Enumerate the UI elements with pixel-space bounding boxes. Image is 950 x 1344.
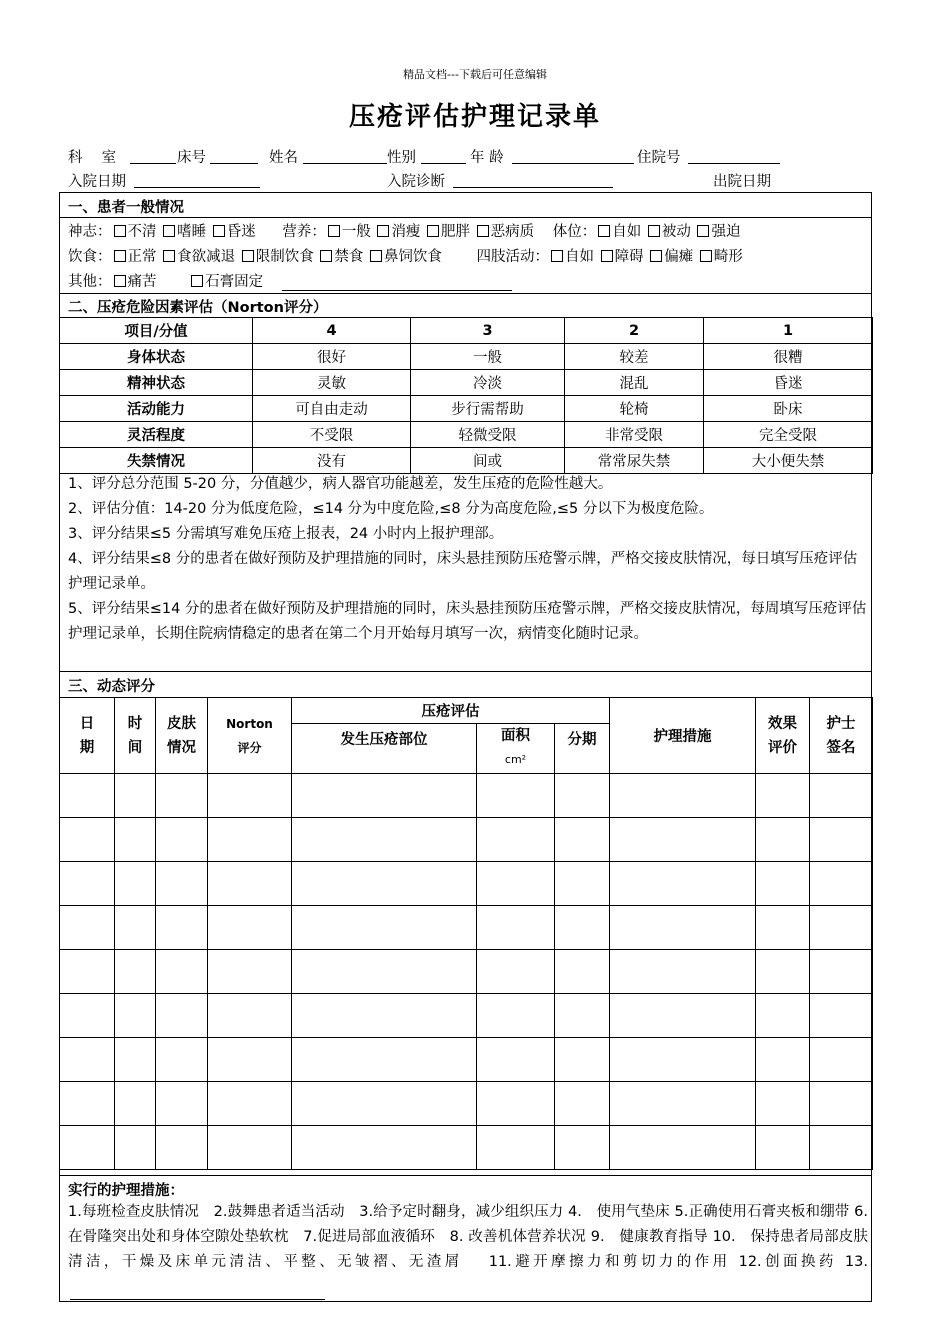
table-cell: 大小便失禁 [704, 448, 873, 474]
checkbox-icon[interactable] [551, 250, 563, 262]
table-cell: 很糟 [704, 344, 873, 370]
option-label: 畸形 [713, 249, 743, 265]
entry-cell[interactable] [292, 906, 477, 950]
table-row [60, 906, 873, 950]
entry-cell[interactable] [60, 994, 115, 1038]
header-row-1 [68, 146, 868, 168]
option-label: 嗜睡 [177, 224, 207, 240]
admission-no-label: 住院号 [637, 150, 681, 166]
option-label: 消瘦 [391, 224, 421, 240]
option-label: 自如 [565, 249, 595, 265]
section1-title: 一、患者一般情况 [68, 200, 184, 216]
row-label: 身体状态 [60, 344, 253, 370]
entry-cell[interactable] [60, 950, 115, 994]
checkbox-icon[interactable] [427, 225, 439, 237]
table-row [60, 862, 873, 906]
entry-cell[interactable] [756, 774, 810, 818]
entry-cell[interactable] [756, 862, 810, 906]
table-row [60, 1126, 873, 1170]
option-label: 偏瘫 [664, 249, 694, 265]
measure-13-field[interactable] [70, 1282, 325, 1300]
norton-header-row [60, 318, 873, 344]
entry-cell[interactable] [555, 818, 610, 862]
entry-cell[interactable] [756, 994, 810, 1038]
other-field[interactable] [282, 273, 512, 291]
age-field[interactable] [512, 146, 634, 164]
entry-cell[interactable] [477, 774, 555, 818]
table-row [60, 818, 873, 862]
entry-cell[interactable] [60, 818, 115, 862]
row-label: 活动能力 [60, 396, 253, 422]
entry-cell[interactable] [208, 774, 292, 818]
entry-cell[interactable] [60, 906, 115, 950]
divider [59, 671, 872, 672]
name-field[interactable] [303, 146, 387, 164]
note-item: 3、评分结果≤5 分需填写难免压疮上报表，24 小时内上报护理部。 [68, 526, 504, 542]
entry-cell[interactable] [208, 906, 292, 950]
consciousness-label: 神志： [68, 224, 112, 240]
table-cell: 步行需帮助 [411, 396, 565, 422]
bed-label: 床号 [177, 150, 206, 166]
option-label: 被动 [661, 224, 691, 240]
age-label: 年 龄 [470, 150, 504, 166]
entry-cell[interactable] [156, 1038, 208, 1082]
sex-label: 性别 [387, 150, 416, 166]
dynamic-score-table [59, 697, 873, 1170]
table-cell: 较差 [565, 344, 704, 370]
table-row [60, 994, 873, 1038]
entry-cell[interactable] [292, 774, 477, 818]
header-row-2 [68, 170, 868, 192]
area-header: 面积 cm² [477, 724, 555, 774]
page-title: 压疮评估护理记录单 [348, 102, 601, 132]
entry-cell[interactable] [810, 994, 873, 1038]
entry-cell[interactable] [115, 994, 156, 1038]
entry-cell[interactable] [810, 774, 873, 818]
option-label: 正常 [127, 249, 157, 265]
entry-cell[interactable] [810, 906, 873, 950]
entry-cell[interactable] [60, 1126, 115, 1170]
entry-cell[interactable] [555, 906, 610, 950]
entry-cell[interactable] [60, 862, 115, 906]
entry-cell[interactable] [208, 950, 292, 994]
option-label: 食欲减退 [177, 249, 236, 265]
diet-line [68, 245, 743, 266]
entry-cell[interactable] [477, 1038, 555, 1082]
checkbox-icon[interactable] [598, 225, 610, 237]
entry-cell[interactable] [477, 994, 555, 1038]
option-label: 自如 [612, 224, 642, 240]
entry-cell[interactable] [115, 818, 156, 862]
checkbox-icon[interactable] [163, 225, 175, 237]
entry-cell[interactable] [292, 1126, 477, 1170]
name-label: 姓名 [269, 150, 298, 166]
table-cell: 灵敏 [253, 370, 411, 396]
option-label: 一般 [341, 224, 371, 240]
entry-cell[interactable] [555, 862, 610, 906]
entry-cell[interactable] [208, 862, 292, 906]
checkbox-icon[interactable] [697, 225, 709, 237]
table-row [60, 370, 873, 396]
header-cell: 1 [704, 318, 873, 344]
entry-cell[interactable] [477, 906, 555, 950]
entry-cell[interactable] [115, 1126, 156, 1170]
checkbox-icon[interactable] [242, 250, 254, 262]
header-cell: 3 [411, 318, 565, 344]
entry-cell[interactable] [156, 1082, 208, 1126]
measures-text [68, 1200, 868, 1300]
table-cell: 轻微受限 [411, 422, 565, 448]
table-cell: 很好 [253, 344, 411, 370]
row-label: 灵活程度 [60, 422, 253, 448]
entry-cell[interactable] [810, 1082, 873, 1126]
checkbox-icon[interactable] [163, 250, 175, 262]
table-row [60, 448, 873, 474]
entry-cell[interactable] [756, 818, 810, 862]
table-cell: 轮椅 [565, 396, 704, 422]
table-cell: 冷淡 [411, 370, 565, 396]
entry-cell[interactable] [810, 1038, 873, 1082]
entry-cell[interactable] [555, 774, 610, 818]
entry-cell[interactable] [756, 1038, 810, 1082]
nurse-sign-header: 护士签名 [810, 698, 873, 774]
nutrition-label: 营养： [282, 224, 326, 240]
top-note: 精品文档---下载后可任意编辑 [403, 68, 547, 81]
checkbox-icon[interactable] [328, 225, 340, 237]
entry-cell[interactable] [555, 1038, 610, 1082]
entry-cell[interactable] [115, 1038, 156, 1082]
table-row [60, 422, 873, 448]
entry-cell[interactable] [292, 950, 477, 994]
entry-cell[interactable] [60, 1038, 115, 1082]
entry-cell[interactable] [208, 1126, 292, 1170]
option-label: 禁食 [334, 249, 364, 265]
table-cell: 不受限 [253, 422, 411, 448]
bed-field[interactable] [210, 146, 258, 164]
sex-field[interactable] [421, 146, 466, 164]
entry-cell[interactable] [115, 906, 156, 950]
entry-cell[interactable] [756, 1126, 810, 1170]
skin-header: 皮肤情况 [156, 698, 208, 774]
time-header: 时间 [115, 698, 156, 774]
entry-cell[interactable] [477, 1126, 555, 1170]
entry-cell[interactable] [208, 818, 292, 862]
entry-cell[interactable] [156, 994, 208, 1038]
entry-cell[interactable] [156, 906, 208, 950]
table-cell: 常常尿失禁 [565, 448, 704, 474]
entry-cell[interactable] [477, 950, 555, 994]
limbs-label: 四肢活动： [476, 249, 550, 265]
norton-notes [68, 472, 868, 647]
row-label: 失禁情况 [60, 448, 253, 474]
entry-cell[interactable] [156, 818, 208, 862]
checkbox-icon[interactable] [650, 250, 662, 262]
table-row [60, 1082, 873, 1126]
entry-cell[interactable] [610, 774, 756, 818]
measures-title: 实行的护理措施： [68, 1183, 184, 1199]
divider [59, 217, 872, 218]
table-row [60, 1038, 873, 1082]
note-item: 1、评分总分范围 5-20 分，分值越少，病人器官功能越差，发生压疮的危险性越大。 [68, 476, 613, 492]
entry-cell[interactable] [610, 1082, 756, 1126]
entry-cell[interactable] [477, 818, 555, 862]
checkbox-icon[interactable] [700, 250, 712, 262]
entry-cell[interactable] [208, 1082, 292, 1126]
diet-label: 饮食： [68, 249, 112, 265]
other-line [68, 270, 512, 291]
option-label: 石膏固定 [205, 274, 264, 290]
entry-cell[interactable] [208, 1038, 292, 1082]
checkbox-icon[interactable] [114, 250, 126, 262]
table-row [60, 774, 873, 818]
entry-cell[interactable] [292, 818, 477, 862]
row-label: 精神状态 [60, 370, 253, 396]
site-header: 发生压疮部位 [292, 724, 477, 774]
entry-cell[interactable] [610, 1126, 756, 1170]
other-label: 其他： [68, 274, 112, 290]
option-label: 痛苦 [127, 274, 157, 290]
option-label: 鼻饲饮食 [383, 249, 442, 265]
entry-cell[interactable] [610, 950, 756, 994]
dept-field[interactable] [130, 146, 176, 164]
note-item: 5、评分结果≤14 分的患者在做好预防及护理措施的同时，床头悬挂预防压疮警示牌，严格交接皮肤情况，每周填写压疮评估护理记录单，长期住院病情稳定的患者在第二个月开始每月填写一次，病情变化随时记录。 [68, 601, 867, 642]
stage-header: 分期 [555, 724, 610, 774]
entry-cell[interactable] [610, 906, 756, 950]
header-cell: 4 [253, 318, 411, 344]
table-cell: 完全受限 [704, 422, 873, 448]
table-cell: 昏迷 [704, 370, 873, 396]
note-item: 2、评估分值：14-20 分为低度危险，≤14 分为中度危险,≤8 分为高度危险,≤5 分以下为极度危险。 [68, 501, 714, 517]
checkbox-icon[interactable] [320, 250, 332, 262]
entry-cell[interactable] [156, 774, 208, 818]
entry-cell[interactable] [610, 994, 756, 1038]
entry-cell[interactable] [756, 906, 810, 950]
entry-cell[interactable] [555, 994, 610, 1038]
header-cell: 项目/分值 [60, 318, 253, 344]
norton-table [59, 317, 873, 474]
checkbox-icon[interactable] [213, 225, 225, 237]
table-cell: 可自由走动 [253, 396, 411, 422]
option-label: 限制饮食 [255, 249, 314, 265]
checkbox-icon[interactable] [601, 250, 613, 262]
table-row [60, 396, 873, 422]
diagnosis-label: 入院诊断 [387, 174, 445, 190]
consciousness-line [68, 220, 740, 241]
norton-score-header: Norton 评分 [208, 698, 292, 774]
checkbox-icon[interactable] [114, 225, 126, 237]
section3-title: 三、动态评分 [68, 679, 155, 695]
entry-cell[interactable] [810, 1126, 873, 1170]
entry-cell[interactable] [477, 1082, 555, 1126]
entry-cell[interactable] [115, 950, 156, 994]
entry-cell[interactable] [810, 950, 873, 994]
admit-date-label: 入院日期 [68, 174, 126, 190]
checkbox-icon[interactable] [114, 275, 126, 287]
dept-label: 科 室 [68, 150, 117, 166]
discharge-date-label: 出院日期 [713, 174, 771, 190]
entry-cell[interactable] [292, 1082, 477, 1126]
admission-no-field[interactable] [688, 146, 780, 164]
checkbox-icon[interactable] [370, 250, 382, 262]
divider [59, 293, 872, 294]
option-label: 障碍 [614, 249, 644, 265]
option-label: 肥胖 [441, 224, 471, 240]
entry-cell[interactable] [60, 1082, 115, 1126]
entry-cell[interactable] [810, 862, 873, 906]
entry-cell[interactable] [60, 774, 115, 818]
entry-cell[interactable] [610, 862, 756, 906]
entry-cell[interactable] [756, 1082, 810, 1126]
date-header: 日期 [60, 698, 115, 774]
divider [59, 1175, 872, 1176]
entry-cell[interactable] [208, 994, 292, 1038]
entry-cell[interactable] [555, 1082, 610, 1126]
entry-cell[interactable] [810, 818, 873, 862]
table-cell: 卧床 [704, 396, 873, 422]
entry-cell[interactable] [610, 1038, 756, 1082]
entry-cell[interactable] [555, 1126, 610, 1170]
measures-body: 1.每班检查皮肤情况 2.鼓舞患者适当活动 3.给予定时翻身，减少组织压力 4. 使用气垫床 5.正确使用石膏夹板和绷带 6.在骨隆突出处和身体空隙处垫软枕 7.促进局部血液循环 8. 改善机体营养状况 9. 健康教育指导 10. 保持患者局部皮肤清洁，干燥及床单元清洁、平整、无皱褶、无渣屑 11.避开摩擦力和剪切力的作用 12.创面换药 13. [68, 1204, 868, 1270]
checkbox-icon[interactable] [648, 225, 660, 237]
table-row [60, 950, 873, 994]
entry-cell[interactable] [555, 950, 610, 994]
ulcer-assessment-header: 压疮评估 [292, 698, 610, 724]
checkbox-icon[interactable] [377, 225, 389, 237]
entry-cell[interactable] [156, 950, 208, 994]
entry-cell[interactable] [477, 862, 555, 906]
entry-cell[interactable] [610, 818, 756, 862]
header-cell: 2 [565, 318, 704, 344]
entry-cell[interactable] [292, 862, 477, 906]
entry-cell[interactable] [156, 1126, 208, 1170]
entry-cell[interactable] [115, 774, 156, 818]
note-item: 4、评分结果≤8 分的患者在做好预防及护理措施的同时，床头悬挂预防压疮警示牌，严格交接皮肤情况，每日填写压疮评估护理记录单。 [68, 551, 858, 592]
entry-cell[interactable] [115, 862, 156, 906]
effect-header: 效果评价 [756, 698, 810, 774]
entry-cell[interactable] [292, 1038, 477, 1082]
option-label: 强迫 [711, 224, 741, 240]
table-cell: 混乱 [565, 370, 704, 396]
entry-cell[interactable] [292, 994, 477, 1038]
option-label: 恶病质 [490, 224, 535, 240]
diagnosis-field[interactable] [453, 170, 613, 188]
section2-title: 二、压疮危险因素评估（Norton评分） [68, 300, 328, 316]
table-cell: 没有 [253, 448, 411, 474]
table-cell: 非常受限 [565, 422, 704, 448]
dynamic-header-row-1 [60, 698, 873, 724]
checkbox-icon[interactable] [191, 275, 203, 287]
position-label: 体位： [552, 224, 597, 240]
entry-cell[interactable] [756, 950, 810, 994]
table-cell: 间或 [411, 448, 565, 474]
entry-cell[interactable] [115, 1082, 156, 1126]
entry-cell[interactable] [156, 862, 208, 906]
table-cell: 一般 [411, 344, 565, 370]
option-label: 不清 [127, 224, 157, 240]
admit-date-field[interactable] [134, 170, 260, 188]
option-label: 昏迷 [226, 224, 256, 240]
measures-header: 护理措施 [610, 698, 756, 774]
table-row [60, 344, 873, 370]
checkbox-icon[interactable] [477, 225, 489, 237]
